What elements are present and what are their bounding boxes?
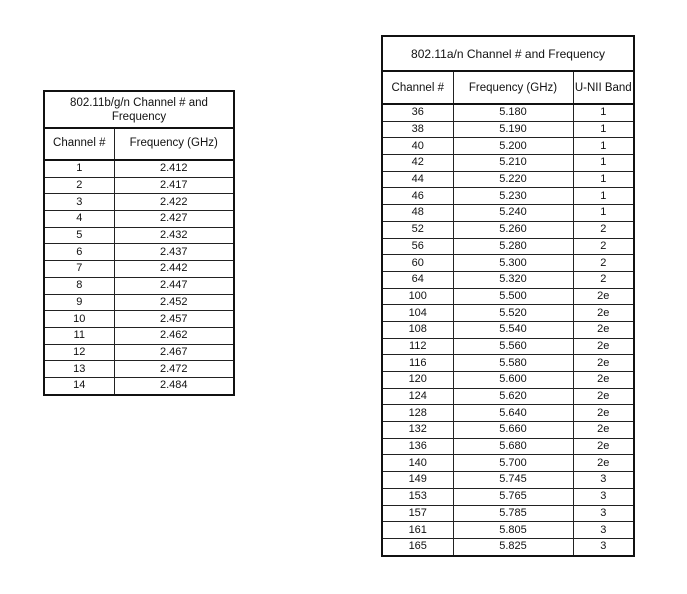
- channel-cell: 2: [44, 177, 114, 194]
- table-row: [382, 455, 634, 472]
- table-row: [382, 121, 634, 138]
- unii-band-cell: 2e: [573, 288, 634, 305]
- frequency-cell: 5.520: [453, 305, 573, 322]
- channel-cell: 5: [44, 227, 114, 244]
- channel-cell: 3: [44, 194, 114, 211]
- channel-cell: 100: [382, 288, 453, 305]
- unii-band-cell: 2e: [573, 438, 634, 455]
- channel-cell: 52: [382, 221, 453, 238]
- table-row: [44, 244, 234, 261]
- channel-cell: 1: [44, 160, 114, 177]
- table-row: [44, 377, 234, 394]
- bgn-header-channel: Channel #: [44, 128, 114, 160]
- table-row: [382, 321, 634, 338]
- channel-cell: 40: [382, 138, 453, 155]
- channel-cell: 116: [382, 355, 453, 372]
- unii-band-cell: 2e: [573, 338, 634, 355]
- frequency-cell: 2.457: [114, 311, 234, 328]
- channel-cell: 11: [44, 327, 114, 344]
- frequency-cell: 2.412: [114, 160, 234, 177]
- channel-cell: 9: [44, 294, 114, 311]
- channel-cell: 104: [382, 305, 453, 322]
- unii-band-cell: 2: [573, 238, 634, 255]
- table-row: [44, 361, 234, 378]
- unii-band-cell: 1: [573, 188, 634, 205]
- table-row: [44, 177, 234, 194]
- table-row: [382, 255, 634, 272]
- table-row: [382, 505, 634, 522]
- frequency-cell: 5.180: [453, 104, 573, 121]
- table-row: [44, 194, 234, 211]
- channel-cell: 44: [382, 171, 453, 188]
- frequency-cell: 2.417: [114, 177, 234, 194]
- channel-cell: 120: [382, 372, 453, 389]
- channel-cell: 132: [382, 422, 453, 439]
- unii-band-cell: 3: [573, 522, 634, 539]
- table-row: [44, 211, 234, 228]
- table-row: [382, 288, 634, 305]
- an-header-channel: Channel #: [382, 71, 453, 104]
- table-row: [382, 238, 634, 255]
- table-row: [382, 522, 634, 539]
- table-row: [382, 221, 634, 238]
- table-row: [44, 261, 234, 278]
- table-row: [382, 205, 634, 222]
- frequency-cell: 5.230: [453, 188, 573, 205]
- channel-cell: 46: [382, 188, 453, 205]
- table-row: [44, 160, 234, 177]
- frequency-cell: 5.825: [453, 538, 573, 555]
- frequency-cell: 5.300: [453, 255, 573, 272]
- frequency-cell: 5.600: [453, 372, 573, 389]
- frequency-cell: 5.785: [453, 505, 573, 522]
- table-row: [382, 305, 634, 322]
- table-row: [382, 405, 634, 422]
- frequency-cell: 5.220: [453, 171, 573, 188]
- frequency-cell: 5.620: [453, 388, 573, 405]
- frequency-cell: 5.640: [453, 405, 573, 422]
- bgn-table-body: [44, 160, 234, 395]
- table-row: [382, 104, 634, 121]
- frequency-cell: 2.442: [114, 261, 234, 278]
- frequency-cell: 5.700: [453, 455, 573, 472]
- frequency-cell: 2.462: [114, 327, 234, 344]
- channel-cell: 153: [382, 488, 453, 505]
- frequency-cell: 5.320: [453, 271, 573, 288]
- table-row: [382, 355, 634, 372]
- unii-band-cell: 1: [573, 104, 634, 121]
- unii-band-cell: 3: [573, 505, 634, 522]
- channel-cell: 56: [382, 238, 453, 255]
- unii-band-cell: 2e: [573, 321, 634, 338]
- frequency-cell: 2.484: [114, 377, 234, 394]
- frequency-cell: 2.422: [114, 194, 234, 211]
- frequency-cell: 5.500: [453, 288, 573, 305]
- table-row: [44, 344, 234, 361]
- table-row: [382, 422, 634, 439]
- unii-band-cell: 2e: [573, 455, 634, 472]
- table-row: [382, 472, 634, 489]
- channel-cell: 12: [44, 344, 114, 361]
- frequency-cell: 5.745: [453, 472, 573, 489]
- frequency-cell: 2.447: [114, 277, 234, 294]
- table-row: [44, 311, 234, 328]
- frequency-cell: 5.240: [453, 205, 573, 222]
- table-row: [382, 538, 634, 555]
- table-row: [382, 338, 634, 355]
- channel-cell: 38: [382, 121, 453, 138]
- unii-band-cell: 2e: [573, 422, 634, 439]
- table-row: [44, 327, 234, 344]
- channel-cell: 13: [44, 361, 114, 378]
- an-channel-table: [381, 35, 635, 557]
- bgn-header-frequency: Frequency (GHz): [114, 128, 234, 160]
- frequency-cell: 2.427: [114, 211, 234, 228]
- frequency-cell: 5.280: [453, 238, 573, 255]
- frequency-cell: 5.680: [453, 438, 573, 455]
- unii-band-cell: 2e: [573, 388, 634, 405]
- frequency-cell: 5.805: [453, 522, 573, 539]
- unii-band-cell: 2: [573, 271, 634, 288]
- channel-cell: 8: [44, 277, 114, 294]
- frequency-cell: 5.765: [453, 488, 573, 505]
- unii-band-cell: 2e: [573, 405, 634, 422]
- table-row: [382, 438, 634, 455]
- frequency-cell: 5.540: [453, 321, 573, 338]
- frequency-cell: 5.200: [453, 138, 573, 155]
- table-row: [44, 227, 234, 244]
- unii-band-cell: 2e: [573, 305, 634, 322]
- an-header-unii-band: U-NII Band: [573, 71, 634, 104]
- bgn-table-title: 802.11b/g/n Channel # and Frequency: [44, 91, 234, 128]
- an-table-body: [382, 104, 634, 556]
- frequency-cell: 5.210: [453, 155, 573, 172]
- unii-band-cell: 2e: [573, 355, 634, 372]
- channel-cell: 7: [44, 261, 114, 278]
- channel-cell: 136: [382, 438, 453, 455]
- frequency-cell: 2.472: [114, 361, 234, 378]
- unii-band-cell: 3: [573, 488, 634, 505]
- table-row: [382, 388, 634, 405]
- channel-cell: 165: [382, 538, 453, 555]
- frequency-cell: 5.260: [453, 221, 573, 238]
- channel-cell: 42: [382, 155, 453, 172]
- table-row: [382, 171, 634, 188]
- channel-cell: 60: [382, 255, 453, 272]
- channel-cell: 128: [382, 405, 453, 422]
- unii-band-cell: 3: [573, 472, 634, 489]
- channel-cell: 140: [382, 455, 453, 472]
- table-row: [382, 138, 634, 155]
- frequency-cell: 2.437: [114, 244, 234, 261]
- unii-band-cell: 1: [573, 121, 634, 138]
- channel-cell: 6: [44, 244, 114, 261]
- table-row: [382, 155, 634, 172]
- channel-cell: 108: [382, 321, 453, 338]
- an-header-frequency: Frequency (GHz): [453, 71, 573, 104]
- unii-band-cell: 2: [573, 255, 634, 272]
- table-row: [382, 271, 634, 288]
- frequency-cell: 5.190: [453, 121, 573, 138]
- unii-band-cell: 2: [573, 221, 634, 238]
- frequency-cell: 5.660: [453, 422, 573, 439]
- unii-band-cell: 2e: [573, 372, 634, 389]
- table-row: [382, 188, 634, 205]
- frequency-cell: 2.452: [114, 294, 234, 311]
- channel-cell: 36: [382, 104, 453, 121]
- frequency-cell: 2.432: [114, 227, 234, 244]
- unii-band-cell: 1: [573, 155, 634, 172]
- unii-band-cell: 1: [573, 205, 634, 222]
- channel-cell: 14: [44, 377, 114, 394]
- table-row: [44, 277, 234, 294]
- frequency-cell: 2.467: [114, 344, 234, 361]
- channel-cell: 124: [382, 388, 453, 405]
- channel-cell: 157: [382, 505, 453, 522]
- frequency-cell: 5.560: [453, 338, 573, 355]
- channel-cell: 48: [382, 205, 453, 222]
- table-row: [382, 372, 634, 389]
- bgn-channel-table: [43, 90, 235, 396]
- an-table-title: 802.11a/n Channel # and Frequency: [382, 36, 634, 71]
- table-row: [44, 294, 234, 311]
- channel-cell: 112: [382, 338, 453, 355]
- frequency-cell: 5.580: [453, 355, 573, 372]
- channel-cell: 4: [44, 211, 114, 228]
- table-row: [382, 488, 634, 505]
- unii-band-cell: 1: [573, 171, 634, 188]
- channel-cell: 10: [44, 311, 114, 328]
- unii-band-cell: 1: [573, 138, 634, 155]
- unii-band-cell: 3: [573, 538, 634, 555]
- channel-cell: 64: [382, 271, 453, 288]
- channel-cell: 161: [382, 522, 453, 539]
- channel-cell: 149: [382, 472, 453, 489]
